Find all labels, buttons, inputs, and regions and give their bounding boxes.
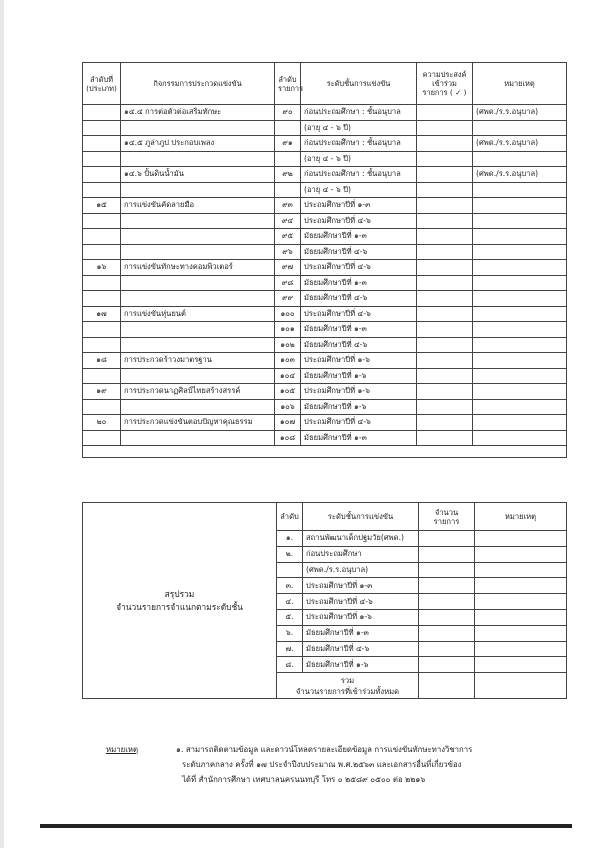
row-item: [275, 120, 301, 136]
summary-title-line1: สรุปรวม: [164, 588, 195, 599]
row-no: [83, 105, 121, 121]
row-level: (อายุ ๔ - ๖ ปี): [301, 151, 417, 167]
summary-row-no: ๘.: [277, 657, 303, 673]
row-remark: [473, 198, 567, 214]
footnote-line: ระดับภาคกลาง ครั้งที่ ๑๗ ประจำปีงบประมาณ พ.ศ.๒๕๖๓ และเอกสารอื่นที่เกี่ยวข้อง: [182, 760, 462, 769]
table-row: [83, 291, 567, 307]
row-activity: การประกวดแข่งขันตอบปัญหาคุณธรรม: [121, 415, 275, 431]
summary-row-count: [419, 562, 475, 578]
header-remark: หมายเหตุ: [473, 63, 567, 105]
row-intent: [417, 368, 473, 384]
row-item: ๑๐๗: [275, 415, 301, 431]
footer-divider: [40, 824, 572, 828]
table-row: [83, 213, 567, 229]
footnote-label: หมายเหตุ: [106, 745, 139, 754]
summary-row-level: ประถมศึกษาปีที่ ๑-๖: [303, 609, 419, 625]
summary-row-remark: [475, 578, 567, 594]
row-intent: [417, 322, 473, 338]
row-no: [83, 399, 121, 415]
table-row: [83, 399, 567, 415]
summary-header-no: ลำดับ: [277, 503, 303, 531]
table-row: [83, 322, 567, 338]
row-item: ๑๐๑: [275, 322, 301, 338]
summary-row-level: มัธยมศึกษาปีที่ ๑-๓: [303, 625, 419, 641]
header-item: ลำดับ รายการ: [275, 63, 301, 105]
row-intent: [417, 105, 473, 121]
summary-row-no: ๒.: [277, 546, 303, 562]
row-level: ประถมศึกษาปีที่ ๔-๖: [301, 415, 417, 431]
row-activity: [121, 291, 275, 307]
table-row: [83, 182, 567, 198]
row-no: [83, 213, 121, 229]
summary-total-line2: จำนวนรายการที่เข้าร่วมทั้งหมด: [295, 686, 400, 696]
row-activity: [121, 399, 275, 415]
table-row: [83, 415, 567, 431]
row-remark: [473, 120, 567, 136]
table-row: [83, 337, 567, 353]
row-activity: [121, 244, 275, 260]
row-intent: [417, 182, 473, 198]
table-row: [83, 260, 567, 276]
table-row: [83, 275, 567, 291]
row-activity: ๑๔.๕ ภูล่าภูป ประกอบเพลง: [121, 136, 275, 152]
row-item: ๙๖: [275, 244, 301, 260]
row-intent: [417, 291, 473, 307]
table-row: [83, 229, 567, 245]
row-no: ๑๖: [83, 260, 121, 276]
row-no: [83, 430, 121, 446]
row-no: ๑๗: [83, 306, 121, 322]
table-row: [83, 430, 567, 446]
row-item: ๙๕: [275, 229, 301, 245]
summary-row-count: [419, 657, 475, 673]
summary-row-no: ๖.: [277, 625, 303, 641]
row-intent: [417, 260, 473, 276]
row-intent: [417, 399, 473, 415]
row-remark: [473, 306, 567, 322]
footnote-line: ๑. สามารถติดตามข้อมูล และดาวน์โหลดรายละเอียดข้อมูล การแข่งขันทักษะทางวิชาการ: [176, 745, 473, 754]
row-intent: [417, 337, 473, 353]
scan-edge: [0, 0, 4, 848]
row-level: มัธยมศึกษาปีที่ ๑-๓: [301, 229, 417, 245]
summary-header-count: จำนวน รายการ: [419, 503, 475, 531]
summary-row-level: สถานพัฒนาเด็กปฐมวัย(ศพด.): [303, 531, 419, 547]
summary-row-level: ประถมศึกษาปีที่ ๑-๓: [303, 578, 419, 594]
table-row: [83, 368, 567, 384]
summary-row-count: [419, 531, 475, 547]
spacer-row: [83, 446, 567, 458]
table-row: [83, 353, 567, 369]
summary-row-remark: [475, 562, 567, 578]
row-activity: [121, 151, 275, 167]
summary-row-remark: [475, 531, 567, 547]
row-item: ๑๐๘: [275, 430, 301, 446]
row-activity: ๑๔.๔ การต่อตัวต่อเสริมทักษะ: [121, 105, 275, 121]
row-remark: [473, 415, 567, 431]
summary-row-no: ๕.: [277, 609, 303, 625]
summary-header-row: [83, 503, 567, 531]
row-level: ประถมศึกษาปีที่ ๔-๖: [301, 260, 417, 276]
row-item: ๑๐๒: [275, 337, 301, 353]
row-intent: [417, 120, 473, 136]
row-intent: [417, 229, 473, 245]
row-no: [83, 275, 121, 291]
row-activity: [121, 368, 275, 384]
summary-row-remark: [475, 546, 567, 562]
header-intent: ความประสงค์ เข้าร่วม รายการ ( ✓ ): [417, 63, 473, 105]
header-no: ลำดับที่ (ประเภท): [83, 63, 121, 105]
row-no: [83, 167, 121, 183]
row-level: (อายุ ๔ - ๖ ปี): [301, 120, 417, 136]
summary-row-count: [419, 609, 475, 625]
row-level: ก่อนประถมศึกษา : ชั้นอนุบาล: [301, 167, 417, 183]
summary-row-remark: [475, 657, 567, 673]
summary-total-count: [419, 673, 475, 699]
summary-row-no: ๑.: [277, 531, 303, 547]
row-no: [83, 229, 121, 245]
spacer-cell: [83, 446, 567, 458]
row-level: ประถมศึกษาปีที่ ๔-๖: [301, 213, 417, 229]
row-item: [275, 182, 301, 198]
summary-row-no: [277, 562, 303, 578]
row-intent: [417, 430, 473, 446]
row-item: ๙๒: [275, 167, 301, 183]
row-level: มัธยมศึกษาปีที่ ๑-๓: [301, 275, 417, 291]
row-item: ๑๐๔: [275, 368, 301, 384]
summary-title: [83, 503, 277, 699]
table-row: [83, 120, 567, 136]
row-no: [83, 322, 121, 338]
table-row: [83, 105, 567, 121]
row-activity: การแข่งขันทักษะทางคอมพิวเตอร์: [121, 260, 275, 276]
row-remark: (ศพด./ร.ร.อนุบาล): [473, 105, 567, 121]
summary-row-count: [419, 641, 475, 657]
row-no: [83, 120, 121, 136]
row-intent: [417, 198, 473, 214]
row-no: [83, 136, 121, 152]
table-row: [83, 244, 567, 260]
table-row: [83, 384, 567, 400]
row-intent: [417, 213, 473, 229]
summary-row-level: (ศพด./ร.ร.อนุบาล): [303, 562, 419, 578]
summary-table: [82, 502, 567, 699]
row-level: ก่อนประถมศึกษา : ชั้นอนุบาล: [301, 105, 417, 121]
row-level: ประถมศึกษาปีที่ ๑-๓: [301, 198, 417, 214]
summary-header-remark: หมายเหตุ: [475, 503, 567, 531]
row-activity: การประกวดนาฏศิลป์ไทยสร้างสรรค์: [121, 384, 275, 400]
competition-table: [82, 62, 567, 458]
row-no: ๑๘: [83, 353, 121, 369]
table-row: [83, 306, 567, 322]
row-activity: [121, 229, 275, 245]
summary-row-remark: [475, 594, 567, 610]
row-remark: (ศพด./ร.ร.อนุบาล): [473, 167, 567, 183]
row-no: [83, 151, 121, 167]
row-intent: [417, 353, 473, 369]
summary-row-level: มัธยมศึกษาปีที่ ๑-๖: [303, 657, 419, 673]
summary-row-remark: [475, 641, 567, 657]
row-activity: ๑๔.๖ ปั้นดินน้ำมัน: [121, 167, 275, 183]
summary-row-count: [419, 546, 475, 562]
row-item: ๙๗: [275, 260, 301, 276]
row-remark: [473, 337, 567, 353]
header-activity: กิจกรรมการประกวดแข่งขัน: [121, 63, 275, 105]
row-remark: [473, 182, 567, 198]
row-level: ประถมศึกษาปีที่ ๑-๖: [301, 353, 417, 369]
row-intent: [417, 415, 473, 431]
row-activity: [121, 430, 275, 446]
row-level: ประถมศึกษาปีที่ ๑-๖: [301, 384, 417, 400]
row-remark: [473, 399, 567, 415]
summary-total-line1: รวม: [340, 675, 355, 685]
footnote-line: ได้ที่ สำนักการศึกษา เทศบาลนครนนทบุรี โทร ๐ ๒๕๘๙ ๐๕๐๐ ต่อ ๒๒๑๖: [182, 775, 426, 784]
row-item: ๑๐๐: [275, 306, 301, 322]
row-item: ๙๙: [275, 291, 301, 307]
row-item: ๙๑: [275, 136, 301, 152]
summary-title-line2: จำนวนรายการจำแนกตามระดับชั้น: [116, 601, 243, 612]
table-row: [83, 136, 567, 152]
summary-row-remark: [475, 609, 567, 625]
table-row: [83, 151, 567, 167]
summary-row-no: ๗.: [277, 641, 303, 657]
row-intent: [417, 275, 473, 291]
row-no: ๑๕: [83, 198, 121, 214]
summary-header-level: ระดับชั้นการแข่งขัน: [303, 503, 419, 531]
row-intent: [417, 306, 473, 322]
row-item: [275, 151, 301, 167]
row-remark: (ศพด./ร.ร.อนุบาล): [473, 136, 567, 152]
summary-row-count: [419, 594, 475, 610]
row-activity: การแข่งขันหุ่นยนต์: [121, 306, 275, 322]
row-remark: [473, 151, 567, 167]
summary-row-count: [419, 625, 475, 641]
row-no: ๒๐: [83, 415, 121, 431]
row-item: ๙๔: [275, 213, 301, 229]
row-remark: [473, 275, 567, 291]
summary-row-count: [419, 578, 475, 594]
row-level: มัธยมศึกษาปีที่ ๑-๖: [301, 399, 417, 415]
row-level: มัธยมศึกษาปีที่ ๑-๓: [301, 322, 417, 338]
summary-row-level: ประถมศึกษาปีที่ ๔-๖: [303, 594, 419, 610]
summary-row-level: มัธยมศึกษาปีที่ ๔-๖: [303, 641, 419, 657]
row-activity: [121, 275, 275, 291]
row-remark: [473, 384, 567, 400]
row-remark: [473, 430, 567, 446]
summary-total-label: [277, 673, 419, 699]
row-intent: [417, 384, 473, 400]
row-item: ๙๐: [275, 105, 301, 121]
row-level: มัธยมศึกษาปีที่ ๔-๖: [301, 337, 417, 353]
table-row: [83, 167, 567, 183]
summary-row-no: ๔.: [277, 594, 303, 610]
row-no: ๑๙: [83, 384, 121, 400]
row-remark: [473, 244, 567, 260]
row-no: [83, 337, 121, 353]
table-header-row: [83, 63, 567, 105]
row-level: มัธยมศึกษาปีที่ ๑-๖: [301, 368, 417, 384]
row-level: ก่อนประถมศึกษา : ชั้นอนุบาล: [301, 136, 417, 152]
row-remark: [473, 229, 567, 245]
row-activity: [121, 322, 275, 338]
row-no: [83, 244, 121, 260]
row-remark: [473, 260, 567, 276]
row-level: (อายุ ๔ - ๖ ปี): [301, 182, 417, 198]
row-remark: [473, 353, 567, 369]
summary-row-level: ก่อนประถมศึกษา: [303, 546, 419, 562]
summary-total-remark: [475, 673, 567, 699]
row-item: ๑๐๕: [275, 384, 301, 400]
row-remark: [473, 291, 567, 307]
row-item: ๑๐๓: [275, 353, 301, 369]
row-item: ๑๐๖: [275, 399, 301, 415]
summary-row-remark: [475, 625, 567, 641]
row-intent: [417, 136, 473, 152]
row-activity: การแข่งขันคัดลายมือ: [121, 198, 275, 214]
row-intent: [417, 167, 473, 183]
row-item: ๙๓: [275, 198, 301, 214]
row-activity: [121, 120, 275, 136]
row-level: มัธยมศึกษาปีที่ ๔-๖: [301, 291, 417, 307]
row-item: ๙๘: [275, 275, 301, 291]
row-no: [83, 291, 121, 307]
row-intent: [417, 151, 473, 167]
table-row: [83, 198, 567, 214]
row-level: มัธยมศึกษาปีที่ ๑-๓: [301, 430, 417, 446]
row-level: มัธยมศึกษาปีที่ ๔-๖: [301, 244, 417, 260]
row-remark: [473, 322, 567, 338]
row-intent: [417, 244, 473, 260]
row-no: [83, 368, 121, 384]
row-level: ประถมศึกษาปีที่ ๔-๖: [301, 306, 417, 322]
row-activity: [121, 182, 275, 198]
row-activity: [121, 213, 275, 229]
summary-row-no: ๓.: [277, 578, 303, 594]
header-level: ระดับชั้นการแข่งขัน: [301, 63, 417, 105]
row-remark: [473, 213, 567, 229]
row-activity: [121, 337, 275, 353]
row-remark: [473, 368, 567, 384]
row-activity: การประกวดร้าวงมาตรฐาน: [121, 353, 275, 369]
row-no: [83, 182, 121, 198]
